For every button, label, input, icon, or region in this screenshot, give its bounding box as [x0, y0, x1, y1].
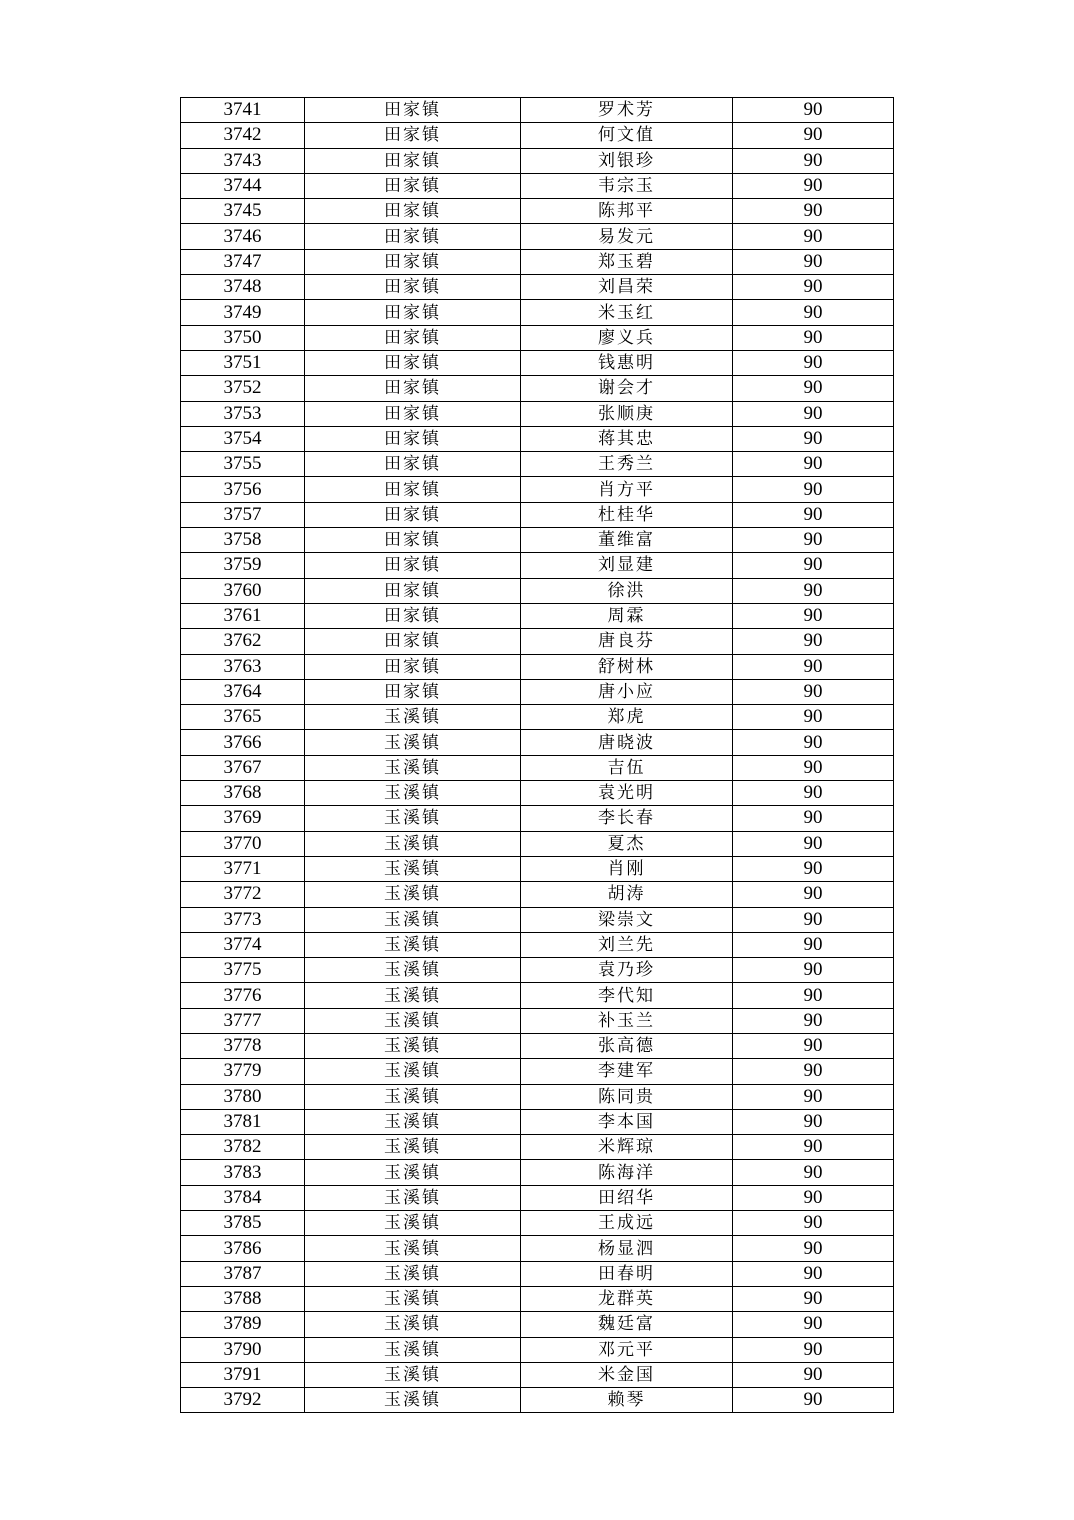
- table-row: [181, 1185, 894, 1210]
- cell-town: 田家镇: [305, 376, 521, 401]
- table-row: [181, 199, 894, 224]
- cell-town: 玉溪镇: [305, 806, 521, 831]
- cell-score: 90: [733, 1362, 894, 1387]
- table-row: [181, 1109, 894, 1134]
- cell-name: 胡涛: [521, 882, 733, 907]
- cell-number: 3753: [181, 401, 305, 426]
- cell-name: 龙群英: [521, 1286, 733, 1311]
- cell-name: 韦宗玉: [521, 173, 733, 198]
- cell-number: 3783: [181, 1160, 305, 1185]
- cell-town: 田家镇: [305, 148, 521, 173]
- cell-name: 王成远: [521, 1211, 733, 1236]
- table-row: [181, 1211, 894, 1236]
- cell-score: 90: [733, 376, 894, 401]
- cell-name: 陈海洋: [521, 1160, 733, 1185]
- table-row: [181, 275, 894, 300]
- cell-town: 玉溪镇: [305, 705, 521, 730]
- cell-town: 田家镇: [305, 325, 521, 350]
- cell-score: 90: [733, 1312, 894, 1337]
- table-row: [181, 1337, 894, 1362]
- cell-number: 3761: [181, 603, 305, 628]
- table-row: [181, 350, 894, 375]
- cell-score: 90: [733, 1236, 894, 1261]
- cell-town: 田家镇: [305, 426, 521, 451]
- cell-score: 90: [733, 1084, 894, 1109]
- cell-name: 赖琴: [521, 1388, 733, 1413]
- cell-number: 3748: [181, 275, 305, 300]
- cell-name: 蒋其忠: [521, 426, 733, 451]
- table-row: [181, 1084, 894, 1109]
- cell-town: 田家镇: [305, 578, 521, 603]
- cell-town: 玉溪镇: [305, 1008, 521, 1033]
- cell-town: 玉溪镇: [305, 1185, 521, 1210]
- table-row: [181, 300, 894, 325]
- table-row: [181, 249, 894, 274]
- cell-name: 李代知: [521, 983, 733, 1008]
- cell-score: 90: [733, 603, 894, 628]
- cell-town: 玉溪镇: [305, 1337, 521, 1362]
- cell-number: 3764: [181, 679, 305, 704]
- cell-score: 90: [733, 1261, 894, 1286]
- cell-number: 3790: [181, 1337, 305, 1362]
- cell-score: 90: [733, 1008, 894, 1033]
- cell-name: 邓元平: [521, 1337, 733, 1362]
- cell-score: 90: [733, 629, 894, 654]
- cell-number: 3792: [181, 1388, 305, 1413]
- cell-town: 玉溪镇: [305, 1388, 521, 1413]
- table-row: [181, 123, 894, 148]
- cell-number: 3756: [181, 477, 305, 502]
- cell-number: 3763: [181, 654, 305, 679]
- cell-score: 90: [733, 1033, 894, 1058]
- cell-town: 玉溪镇: [305, 1286, 521, 1311]
- cell-score: 90: [733, 553, 894, 578]
- cell-score: 90: [733, 831, 894, 856]
- cell-town: 田家镇: [305, 224, 521, 249]
- cell-name: 魏廷富: [521, 1312, 733, 1337]
- cell-town: 田家镇: [305, 553, 521, 578]
- cell-name: 王秀兰: [521, 452, 733, 477]
- cell-town: 玉溪镇: [305, 932, 521, 957]
- cell-score: 90: [733, 325, 894, 350]
- cell-score: 90: [733, 730, 894, 755]
- cell-score: 90: [733, 98, 894, 123]
- cell-score: 90: [733, 199, 894, 224]
- cell-number: 3746: [181, 224, 305, 249]
- cell-score: 90: [733, 907, 894, 932]
- cell-number: 3770: [181, 831, 305, 856]
- cell-name: 补玉兰: [521, 1008, 733, 1033]
- cell-number: 3776: [181, 983, 305, 1008]
- cell-number: 3765: [181, 705, 305, 730]
- cell-number: 3744: [181, 173, 305, 198]
- cell-score: 90: [733, 1109, 894, 1134]
- roster-table: [180, 97, 894, 1413]
- cell-score: 90: [733, 578, 894, 603]
- cell-name: 陈邦平: [521, 199, 733, 224]
- cell-name: 田绍华: [521, 1185, 733, 1210]
- cell-score: 90: [733, 958, 894, 983]
- cell-town: 玉溪镇: [305, 781, 521, 806]
- cell-name: 钱惠明: [521, 350, 733, 375]
- cell-town: 玉溪镇: [305, 1135, 521, 1160]
- cell-score: 90: [733, 350, 894, 375]
- cell-number: 3759: [181, 553, 305, 578]
- cell-town: 玉溪镇: [305, 1362, 521, 1387]
- table-row: [181, 148, 894, 173]
- cell-number: 3742: [181, 123, 305, 148]
- cell-name: 田春明: [521, 1261, 733, 1286]
- cell-name: 唐晓波: [521, 730, 733, 755]
- cell-number: 3771: [181, 856, 305, 881]
- cell-score: 90: [733, 806, 894, 831]
- table-row: [181, 1033, 894, 1058]
- cell-number: 3768: [181, 781, 305, 806]
- table-row: [181, 325, 894, 350]
- table-row: [181, 1388, 894, 1413]
- cell-score: 90: [733, 856, 894, 881]
- table-row: [181, 705, 894, 730]
- cell-town: 玉溪镇: [305, 1211, 521, 1236]
- cell-number: 3787: [181, 1261, 305, 1286]
- table-row: [181, 806, 894, 831]
- cell-town: 田家镇: [305, 275, 521, 300]
- cell-number: 3757: [181, 502, 305, 527]
- cell-score: 90: [733, 882, 894, 907]
- cell-town: 田家镇: [305, 679, 521, 704]
- cell-number: 3782: [181, 1135, 305, 1160]
- cell-score: 90: [733, 1211, 894, 1236]
- cell-name: 张高德: [521, 1033, 733, 1058]
- table-row: [181, 856, 894, 881]
- cell-score: 90: [733, 983, 894, 1008]
- cell-name: 张顺庚: [521, 401, 733, 426]
- cell-score: 90: [733, 148, 894, 173]
- cell-number: 3762: [181, 629, 305, 654]
- cell-score: 90: [733, 477, 894, 502]
- table-row: [181, 1008, 894, 1033]
- table-row: [181, 502, 894, 527]
- cell-score: 90: [733, 1337, 894, 1362]
- cell-name: 米金国: [521, 1362, 733, 1387]
- cell-town: 田家镇: [305, 401, 521, 426]
- cell-number: 3745: [181, 199, 305, 224]
- cell-name: 董维富: [521, 528, 733, 553]
- table-row: [181, 882, 894, 907]
- cell-number: 3747: [181, 249, 305, 274]
- cell-number: 3769: [181, 806, 305, 831]
- cell-town: 玉溪镇: [305, 1033, 521, 1058]
- table-row: [181, 629, 894, 654]
- cell-name: 陈同贵: [521, 1084, 733, 1109]
- cell-name: 舒树林: [521, 654, 733, 679]
- cell-name: 梁崇文: [521, 907, 733, 932]
- cell-town: 玉溪镇: [305, 907, 521, 932]
- cell-town: 玉溪镇: [305, 882, 521, 907]
- cell-town: 田家镇: [305, 123, 521, 148]
- cell-name: 李本国: [521, 1109, 733, 1134]
- cell-score: 90: [733, 249, 894, 274]
- cell-score: 90: [733, 1286, 894, 1311]
- cell-score: 90: [733, 705, 894, 730]
- cell-score: 90: [733, 1160, 894, 1185]
- cell-town: 田家镇: [305, 350, 521, 375]
- cell-town: 玉溪镇: [305, 1160, 521, 1185]
- cell-number: 3758: [181, 528, 305, 553]
- cell-name: 刘昌荣: [521, 275, 733, 300]
- cell-number: 3751: [181, 350, 305, 375]
- cell-number: 3772: [181, 882, 305, 907]
- cell-name: 刘银珍: [521, 148, 733, 173]
- roster-table-body: [181, 98, 894, 1413]
- cell-town: 田家镇: [305, 603, 521, 628]
- cell-name: 罗术芳: [521, 98, 733, 123]
- cell-town: 田家镇: [305, 629, 521, 654]
- table-row: [181, 781, 894, 806]
- cell-name: 李长春: [521, 806, 733, 831]
- cell-score: 90: [733, 1059, 894, 1084]
- cell-name: 郑玉碧: [521, 249, 733, 274]
- cell-town: 玉溪镇: [305, 856, 521, 881]
- table-row: [181, 603, 894, 628]
- cell-name: 郑虎: [521, 705, 733, 730]
- cell-name: 杨显泗: [521, 1236, 733, 1261]
- cell-score: 90: [733, 300, 894, 325]
- table-row: [181, 426, 894, 451]
- cell-town: 田家镇: [305, 249, 521, 274]
- table-row: [181, 831, 894, 856]
- cell-town: 玉溪镇: [305, 958, 521, 983]
- cell-name: 唐小应: [521, 679, 733, 704]
- cell-name: 肖刚: [521, 856, 733, 881]
- cell-name: 李建军: [521, 1059, 733, 1084]
- cell-number: 3785: [181, 1211, 305, 1236]
- cell-score: 90: [733, 1185, 894, 1210]
- cell-name: 米玉红: [521, 300, 733, 325]
- cell-number: 3777: [181, 1008, 305, 1033]
- table-row: [181, 578, 894, 603]
- cell-score: 90: [733, 502, 894, 527]
- cell-name: 刘兰先: [521, 932, 733, 957]
- cell-number: 3773: [181, 907, 305, 932]
- cell-score: 90: [733, 528, 894, 553]
- cell-number: 3750: [181, 325, 305, 350]
- cell-number: 3779: [181, 1059, 305, 1084]
- cell-number: 3766: [181, 730, 305, 755]
- table-row: [181, 477, 894, 502]
- table-row: [181, 1059, 894, 1084]
- table-row: [181, 1236, 894, 1261]
- cell-town: 玉溪镇: [305, 755, 521, 780]
- table-row: [181, 1362, 894, 1387]
- cell-score: 90: [733, 654, 894, 679]
- cell-town: 田家镇: [305, 502, 521, 527]
- table-row: [181, 1160, 894, 1185]
- table-row: [181, 755, 894, 780]
- table-row: [181, 932, 894, 957]
- cell-town: 田家镇: [305, 173, 521, 198]
- table-row: [181, 654, 894, 679]
- table-row: [181, 679, 894, 704]
- table-row: [181, 907, 894, 932]
- cell-town: 田家镇: [305, 654, 521, 679]
- table-row: [181, 730, 894, 755]
- cell-name: 肖方平: [521, 477, 733, 502]
- cell-town: 玉溪镇: [305, 730, 521, 755]
- cell-name: 周霖: [521, 603, 733, 628]
- cell-score: 90: [733, 781, 894, 806]
- cell-number: 3775: [181, 958, 305, 983]
- cell-number: 3788: [181, 1286, 305, 1311]
- cell-number: 3780: [181, 1084, 305, 1109]
- cell-name: 夏杰: [521, 831, 733, 856]
- cell-town: 玉溪镇: [305, 1084, 521, 1109]
- cell-name: 谢会才: [521, 376, 733, 401]
- cell-score: 90: [733, 755, 894, 780]
- cell-number: 3789: [181, 1312, 305, 1337]
- cell-town: 田家镇: [305, 199, 521, 224]
- cell-number: 3767: [181, 755, 305, 780]
- cell-number: 3741: [181, 98, 305, 123]
- table-row: [181, 528, 894, 553]
- cell-town: 田家镇: [305, 300, 521, 325]
- cell-number: 3749: [181, 300, 305, 325]
- cell-name: 吉伍: [521, 755, 733, 780]
- cell-town: 玉溪镇: [305, 1236, 521, 1261]
- cell-number: 3791: [181, 1362, 305, 1387]
- table-row: [181, 958, 894, 983]
- cell-town: 玉溪镇: [305, 1109, 521, 1134]
- cell-score: 90: [733, 1388, 894, 1413]
- table-row: [181, 401, 894, 426]
- cell-town: 玉溪镇: [305, 831, 521, 856]
- cell-number: 3754: [181, 426, 305, 451]
- cell-name: 袁乃珍: [521, 958, 733, 983]
- cell-score: 90: [733, 452, 894, 477]
- table-row: [181, 1286, 894, 1311]
- cell-score: 90: [733, 173, 894, 198]
- cell-score: 90: [733, 1135, 894, 1160]
- cell-name: 刘显建: [521, 553, 733, 578]
- cell-score: 90: [733, 426, 894, 451]
- cell-score: 90: [733, 932, 894, 957]
- table-row: [181, 452, 894, 477]
- cell-number: 3778: [181, 1033, 305, 1058]
- cell-name: 徐洪: [521, 578, 733, 603]
- cell-town: 玉溪镇: [305, 1261, 521, 1286]
- table-row: [181, 983, 894, 1008]
- table-row: [181, 376, 894, 401]
- cell-number: 3781: [181, 1109, 305, 1134]
- table-row: [181, 224, 894, 249]
- cell-town: 玉溪镇: [305, 1312, 521, 1337]
- table-row: [181, 553, 894, 578]
- cell-name: 袁光明: [521, 781, 733, 806]
- cell-name: 米辉琼: [521, 1135, 733, 1160]
- cell-town: 田家镇: [305, 528, 521, 553]
- cell-town: 田家镇: [305, 452, 521, 477]
- table-row: [181, 1261, 894, 1286]
- cell-number: 3786: [181, 1236, 305, 1261]
- cell-number: 3760: [181, 578, 305, 603]
- cell-town: 田家镇: [305, 477, 521, 502]
- cell-name: 何文值: [521, 123, 733, 148]
- cell-number: 3755: [181, 452, 305, 477]
- cell-town: 玉溪镇: [305, 983, 521, 1008]
- cell-score: 90: [733, 401, 894, 426]
- cell-number: 3784: [181, 1185, 305, 1210]
- cell-score: 90: [733, 123, 894, 148]
- cell-score: 90: [733, 679, 894, 704]
- cell-score: 90: [733, 275, 894, 300]
- cell-number: 3743: [181, 148, 305, 173]
- table-row: [181, 173, 894, 198]
- cell-score: 90: [733, 224, 894, 249]
- cell-town: 玉溪镇: [305, 1059, 521, 1084]
- cell-name: 杜桂华: [521, 502, 733, 527]
- cell-name: 易发元: [521, 224, 733, 249]
- table-row: [181, 1312, 894, 1337]
- cell-town: 田家镇: [305, 98, 521, 123]
- cell-number: 3752: [181, 376, 305, 401]
- table-row: [181, 1135, 894, 1160]
- cell-number: 3774: [181, 932, 305, 957]
- table-row: [181, 98, 894, 123]
- cell-name: 廖义兵: [521, 325, 733, 350]
- cell-name: 唐良芬: [521, 629, 733, 654]
